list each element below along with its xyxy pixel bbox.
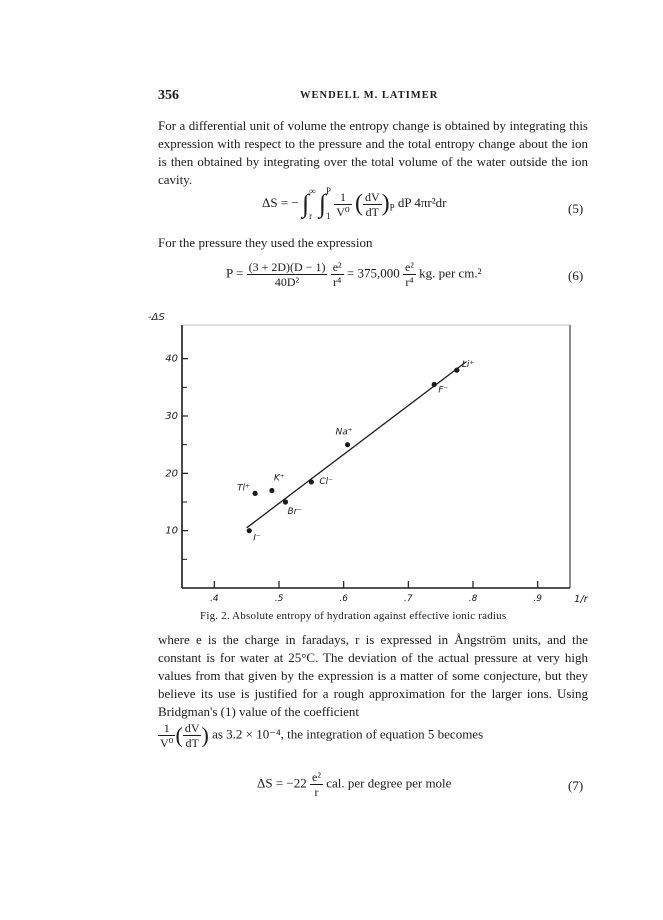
data-point	[247, 528, 252, 533]
eq6-fraction-3: $\frac{\text{e²}}{\text{r⁴}}$	[404, 260, 414, 289]
point-label: K⁺	[273, 473, 285, 484]
figure-caption: Fig. 2. Absolute entropy of hydration against effective ionic radius	[200, 610, 507, 622]
equation-6	[226, 260, 482, 289]
eq5-deriv-sub: P	[389, 202, 395, 213]
eq5-fraction: $\frac{1}{\text{V⁰}}$	[336, 189, 350, 219]
int1-upper: ∞	[309, 186, 316, 196]
y-tick-label: 40	[165, 353, 178, 365]
y-axis-label: -ΔS	[148, 312, 165, 323]
x-tick-label: .6	[339, 594, 348, 604]
paragraph-3-tail: as 3.2 × 10⁻⁴, the integration of equation 5 becomes	[212, 726, 484, 742]
data-point	[432, 382, 437, 387]
point-label: Tl⁺	[237, 483, 250, 494]
eq5-lhs: ΔS = −	[262, 194, 299, 210]
paragraph-3: where e is the charge in faradays, r is expressed in Ångström units, and the constant is for water at 25°C. The deviation of the actual pressure at very high values from that given by the expression is a matter of some conjecture, but they believe its use is justified for a rough approximation for the larger ions. Using Bridgman's (1) value of the coefficient $\frac{1}{\text{V⁰}}$ ( $\frac{dV}{dT}$ ) as 3.2 × 10⁻⁴, the integration of equation 5 becomes	[158, 632, 588, 750]
eq5-tail: dP 4πr²dr	[397, 194, 447, 210]
equation-7-number: (7)	[568, 778, 584, 793]
paragraph-2: For the pressure they used the expression	[158, 235, 373, 250]
y-tick-label: 30	[165, 411, 178, 422]
eq6-mid: = 375,000	[346, 265, 400, 281]
data-point	[252, 491, 257, 496]
eq6-fraction: $\frac{(3 + 2D)(D - 1)}{\text{40D²}}$	[248, 260, 326, 289]
integral-sign: ∫	[302, 189, 310, 218]
point-label: I⁻	[253, 533, 261, 544]
point-label: Cl⁻	[319, 476, 333, 487]
integral-sign: ∫	[318, 189, 326, 218]
x-tick-label: .4	[210, 594, 219, 604]
entropy-chart	[145, 305, 588, 605]
data-point	[283, 499, 288, 504]
eq7-lhs: ΔS = −22	[257, 775, 307, 791]
y-tick-label: 20	[165, 468, 178, 480]
eq6-lhs: P =	[226, 265, 244, 281]
eq5-derivative: $\frac{dV}{dT}$	[364, 189, 380, 219]
eq6-tail: kg. per cm.²	[419, 265, 482, 281]
y-tick-label: 10	[165, 525, 178, 537]
point-label: Li⁺	[461, 360, 475, 371]
data-point	[269, 488, 274, 493]
equation-7	[257, 770, 451, 799]
page-number: 356	[158, 88, 179, 103]
x-tick-label: .7	[404, 594, 413, 604]
x-tick-label: .9	[533, 594, 542, 604]
data-point	[454, 368, 459, 373]
paragraph-3-text: where e is the charge in faradays, r is expressed in Ångström units, and the constant is for water at 25°C. The deviation of the actual pressure at very high values from that given by the expression is a matter of some conjecture, but they believe its use is justified for a rough approximation for the larger ions. Using Bridgman's (1) value of the coefficient	[158, 632, 588, 719]
coef-derivative: $\frac{dV}{dT}$	[184, 721, 200, 750]
coef-fraction: $\frac{1}{\text{V⁰}}$	[160, 721, 174, 750]
data-point	[309, 479, 314, 484]
point-label: Na⁺	[335, 427, 353, 438]
int2-upper: P	[325, 186, 331, 196]
x-tick-label: .5	[274, 594, 284, 604]
running-head: WENDELL M. LATIMER	[300, 90, 439, 101]
point-label: F⁻	[438, 385, 449, 396]
point-label: Br⁻	[287, 507, 303, 517]
equation-5: ΔS = − ∫ ∞ r ∫ P 1 $\frac{1}{\text{V⁰}}$ ( $\frac{dV}{dT}$ )$_P$ dP 4πr²dr	[262, 186, 447, 221]
int2-lower: 1	[325, 211, 331, 221]
eq7-fraction: $\frac{\text{e²}}{r}$	[312, 770, 321, 799]
x-tick-label: .8	[468, 594, 478, 604]
equation-5-number: (5)	[568, 201, 584, 216]
paragraph-1: For a differential unit of volume the entropy change is obtained by integrating this expression with respect to the pressure and the total entropy change about the ion is then obtained by integrating over the total volume of the water outside the ion cavity.	[158, 118, 588, 187]
equation-6-number: (6)	[568, 268, 584, 283]
x-axis-label: 1/r	[574, 594, 588, 605]
data-point	[345, 442, 350, 447]
eq7-tail: cal. per degree per mole	[326, 775, 452, 791]
eq6-fraction-2: $\frac{\text{e²}}{\text{r⁴}}$	[332, 260, 342, 289]
int1-lower: r	[309, 211, 313, 221]
